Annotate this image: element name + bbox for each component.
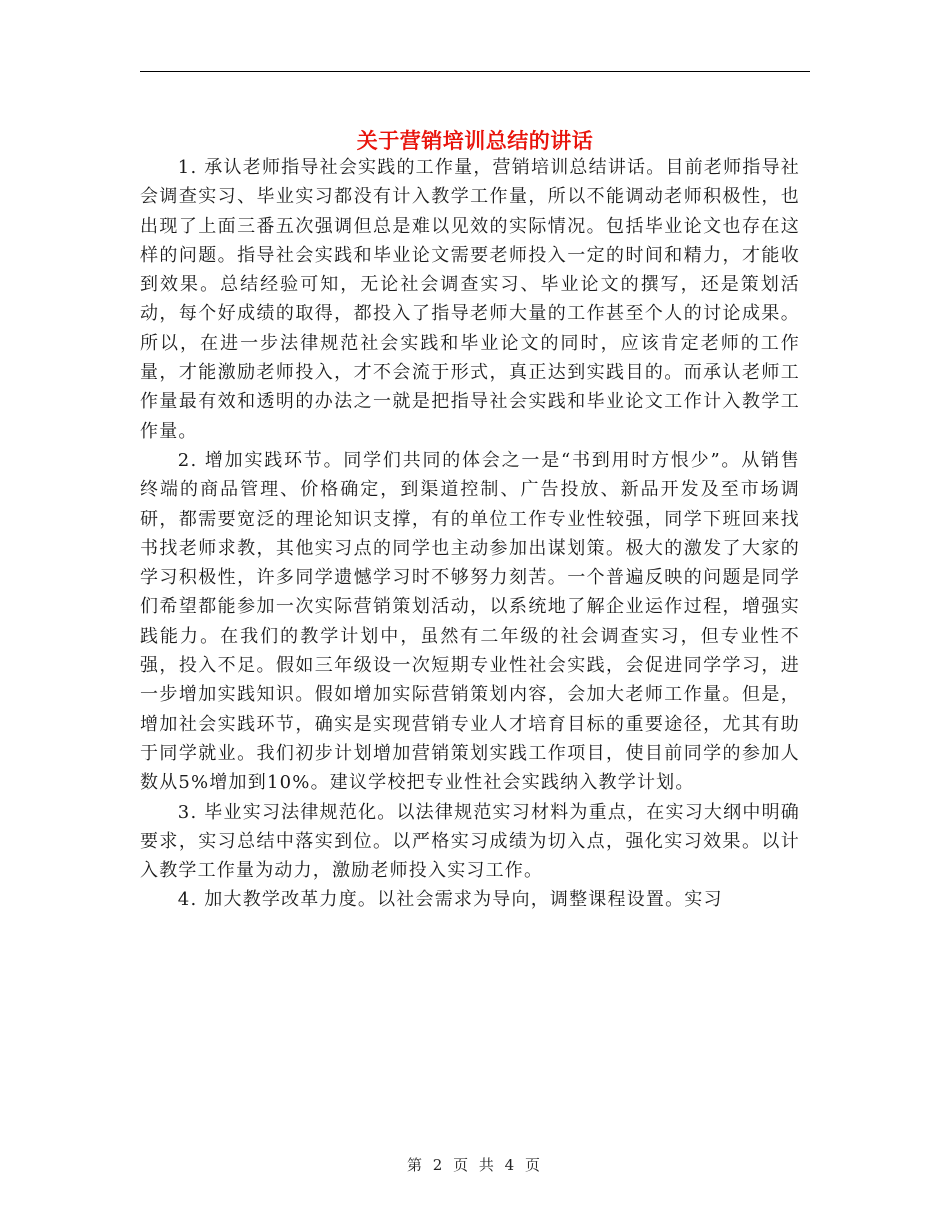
page-number-footer: 第 2 页 共 4 页 [407, 1156, 543, 1174]
document-title: 关于营销培训总结的讲话 [356, 128, 594, 154]
paragraph-3: 3. 毕业实习法律规范化。以法律规范实习材料为重点，在实习大纲中明确要求，实习总结中落实到位。以严格实习成绩为切入点，强化实习效果。以计入教学工作量为动力，激励老师投入实习工作。 [140, 801, 800, 882]
document-body [140, 153, 800, 915]
paragraph-1: 1. 承认老师指导社会实践的工作量，营销培训总结讲话。目前老师指导社会调查实习、毕业实习都没有计入教学工作量，所以不能调动老师积极性，也出现了上面三番五次强调但总是难以见效的实际情况。包括毕业论文也存在这样的问题。指导社会实践和毕业论文需要老师投入一定的时间和精力，才能收到效果。总结经验可知，无论社会调查实习、毕业论文的撰写，还是策划活动，每个好成绩的取得，都投入了指导老师大量的工作甚至个人的讨论成果。所以，在进一步法律规范社会实践和毕业论文的同时，应该肯定老师的工作量，才能激励老师投入，才不会流于形式，真正达到实践目的。而承认老师工作量最有效和透明的办法之一就是把指导社会实践和毕业论文工作计入教学工作量。 [140, 157, 800, 442]
header-rule [140, 71, 810, 72]
paragraph-4: 4. 加大教学改革力度。以社会需求为导向，调整课程设置。实习 [177, 889, 723, 911]
paragraph-2: 2. 增加实践环节。同学们共同的体会之一是“书到用时方恨少”。从销售终端的商品管理、价格确定，到渠道控制、广告投放、新品开发及至市场调研，都需要宽泛的理论知识支撑，有的单位工作专业性较强，同学下班回来找书找老师求教，其他实习点的同学也主动参加出谋划策。极大的激发了大家的学习积极性，许多同学遗憾学习时不够努力刻苦。一个普遍反映的问题是同学们希望都能参加一次实际营销策划活动，以系统地了解企业运作过程，增强实践能力。在我们的教学计划中，虽然有二年级的社会调查实习，但专业性不强，投入不足。假如三年级设一次短期专业性社会实践，会促进同学学习，进一步增加实践知识。假如增加实际营销策划内容，会加大老师工作量。但是，增加社会实践环节，确实是实现营销专业人才培育目标的重要途径，尤其有助于同学就业。我们初步计划增加营销策划实践工作项目，使目前同学的参加人数从5%增加到10%。建议学校把专业性社会实践纳入教学计划。 [140, 449, 800, 794]
